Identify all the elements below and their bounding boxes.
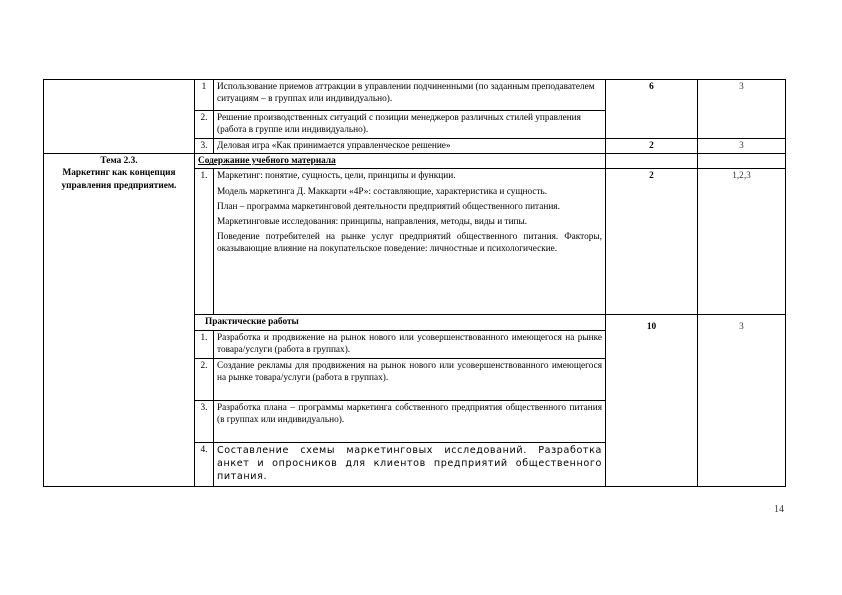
row-text: Использование приемов аттракции в управлении подчиненными (по заданным преподавателем ситуациям – в группах или индивидуально). — [214, 80, 606, 111]
content-paragraph: Модель маркетинга Д. Маккарти «4Р»: составляющие, характеристика и сущность. — [217, 186, 548, 197]
row-number: 3. — [195, 139, 214, 154]
hours-cell: 2 — [606, 139, 698, 154]
row-number: 1 — [195, 80, 214, 111]
table-row — [44, 154, 786, 169]
row-number: 2. — [195, 111, 214, 139]
row-text: Деловая игра «Как принимается управленческое решение» — [214, 139, 606, 154]
row-number: 3. — [195, 400, 214, 442]
content-paragraph: План – программа маркетинговой деятельности предприятий общественного питания. — [217, 201, 560, 212]
level-cell: 1,2,3 — [698, 169, 786, 315]
topic-subtitle: Маркетинг как концепция управления предприятием. — [61, 168, 177, 191]
row-text: Составление схемы маркетинговых исследований. Разработка анкет и опросников для клиентов предприятий общественного питания. — [214, 442, 606, 486]
table-row — [44, 80, 786, 111]
practical-header: Практические работы — [195, 315, 606, 330]
topic-cell-empty — [44, 80, 195, 154]
row-number: 2. — [195, 358, 214, 400]
row-number: 1. — [195, 330, 214, 358]
row-number: 4. — [195, 442, 214, 486]
content-text — [214, 169, 606, 315]
row-text: Решение производственных ситуаций с позиции менеджеров различных стилей управления (работа в группе или индивидуально). — [214, 111, 606, 139]
topic-title: Тема 2.3. — [100, 156, 138, 167]
level-cell: 3 — [698, 315, 786, 486]
row-text: Разработка плана – программы маркетинга собственного предприятия общественного питания (в группах или индивидуально). — [214, 400, 606, 442]
content-paragraph: Маркетинг: понятие, сущность, цели, принципы и функции. — [217, 171, 456, 182]
topic-cell — [44, 154, 195, 486]
page-number: 14 — [774, 504, 784, 515]
hours-cell: 2 — [606, 169, 698, 315]
row-text: Разработка и продвижение на рынок нового или усовершенствованного имеющегося на рынке товара/услуги (работа в группах). — [214, 330, 606, 358]
row-text: Создание рекламы для продвижения на рынок нового или усовершенствованного имеющегося на рынке товара/услуги (работа в группах). — [214, 358, 606, 400]
level-cell: 3 — [698, 80, 786, 139]
hours-cell: 10 — [606, 315, 698, 486]
row-number: 1. — [195, 169, 214, 315]
content-paragraph: Поведение потребителей на рынке услуг предприятий общественного питания. Факторы, оказывающие влияние на покупательское поведение: личностные и психологические. — [217, 232, 602, 255]
empty-cell — [606, 154, 698, 169]
hours-cell: 6 — [606, 80, 698, 139]
content-paragraph: Маркетинговые исследования: принципы, направления, методы, виды и типы. — [217, 217, 528, 228]
empty-cell — [698, 154, 786, 169]
level-cell: 3 — [698, 139, 786, 154]
curriculum-table — [43, 79, 786, 487]
content-header: Содержание учебного материала — [195, 154, 606, 169]
